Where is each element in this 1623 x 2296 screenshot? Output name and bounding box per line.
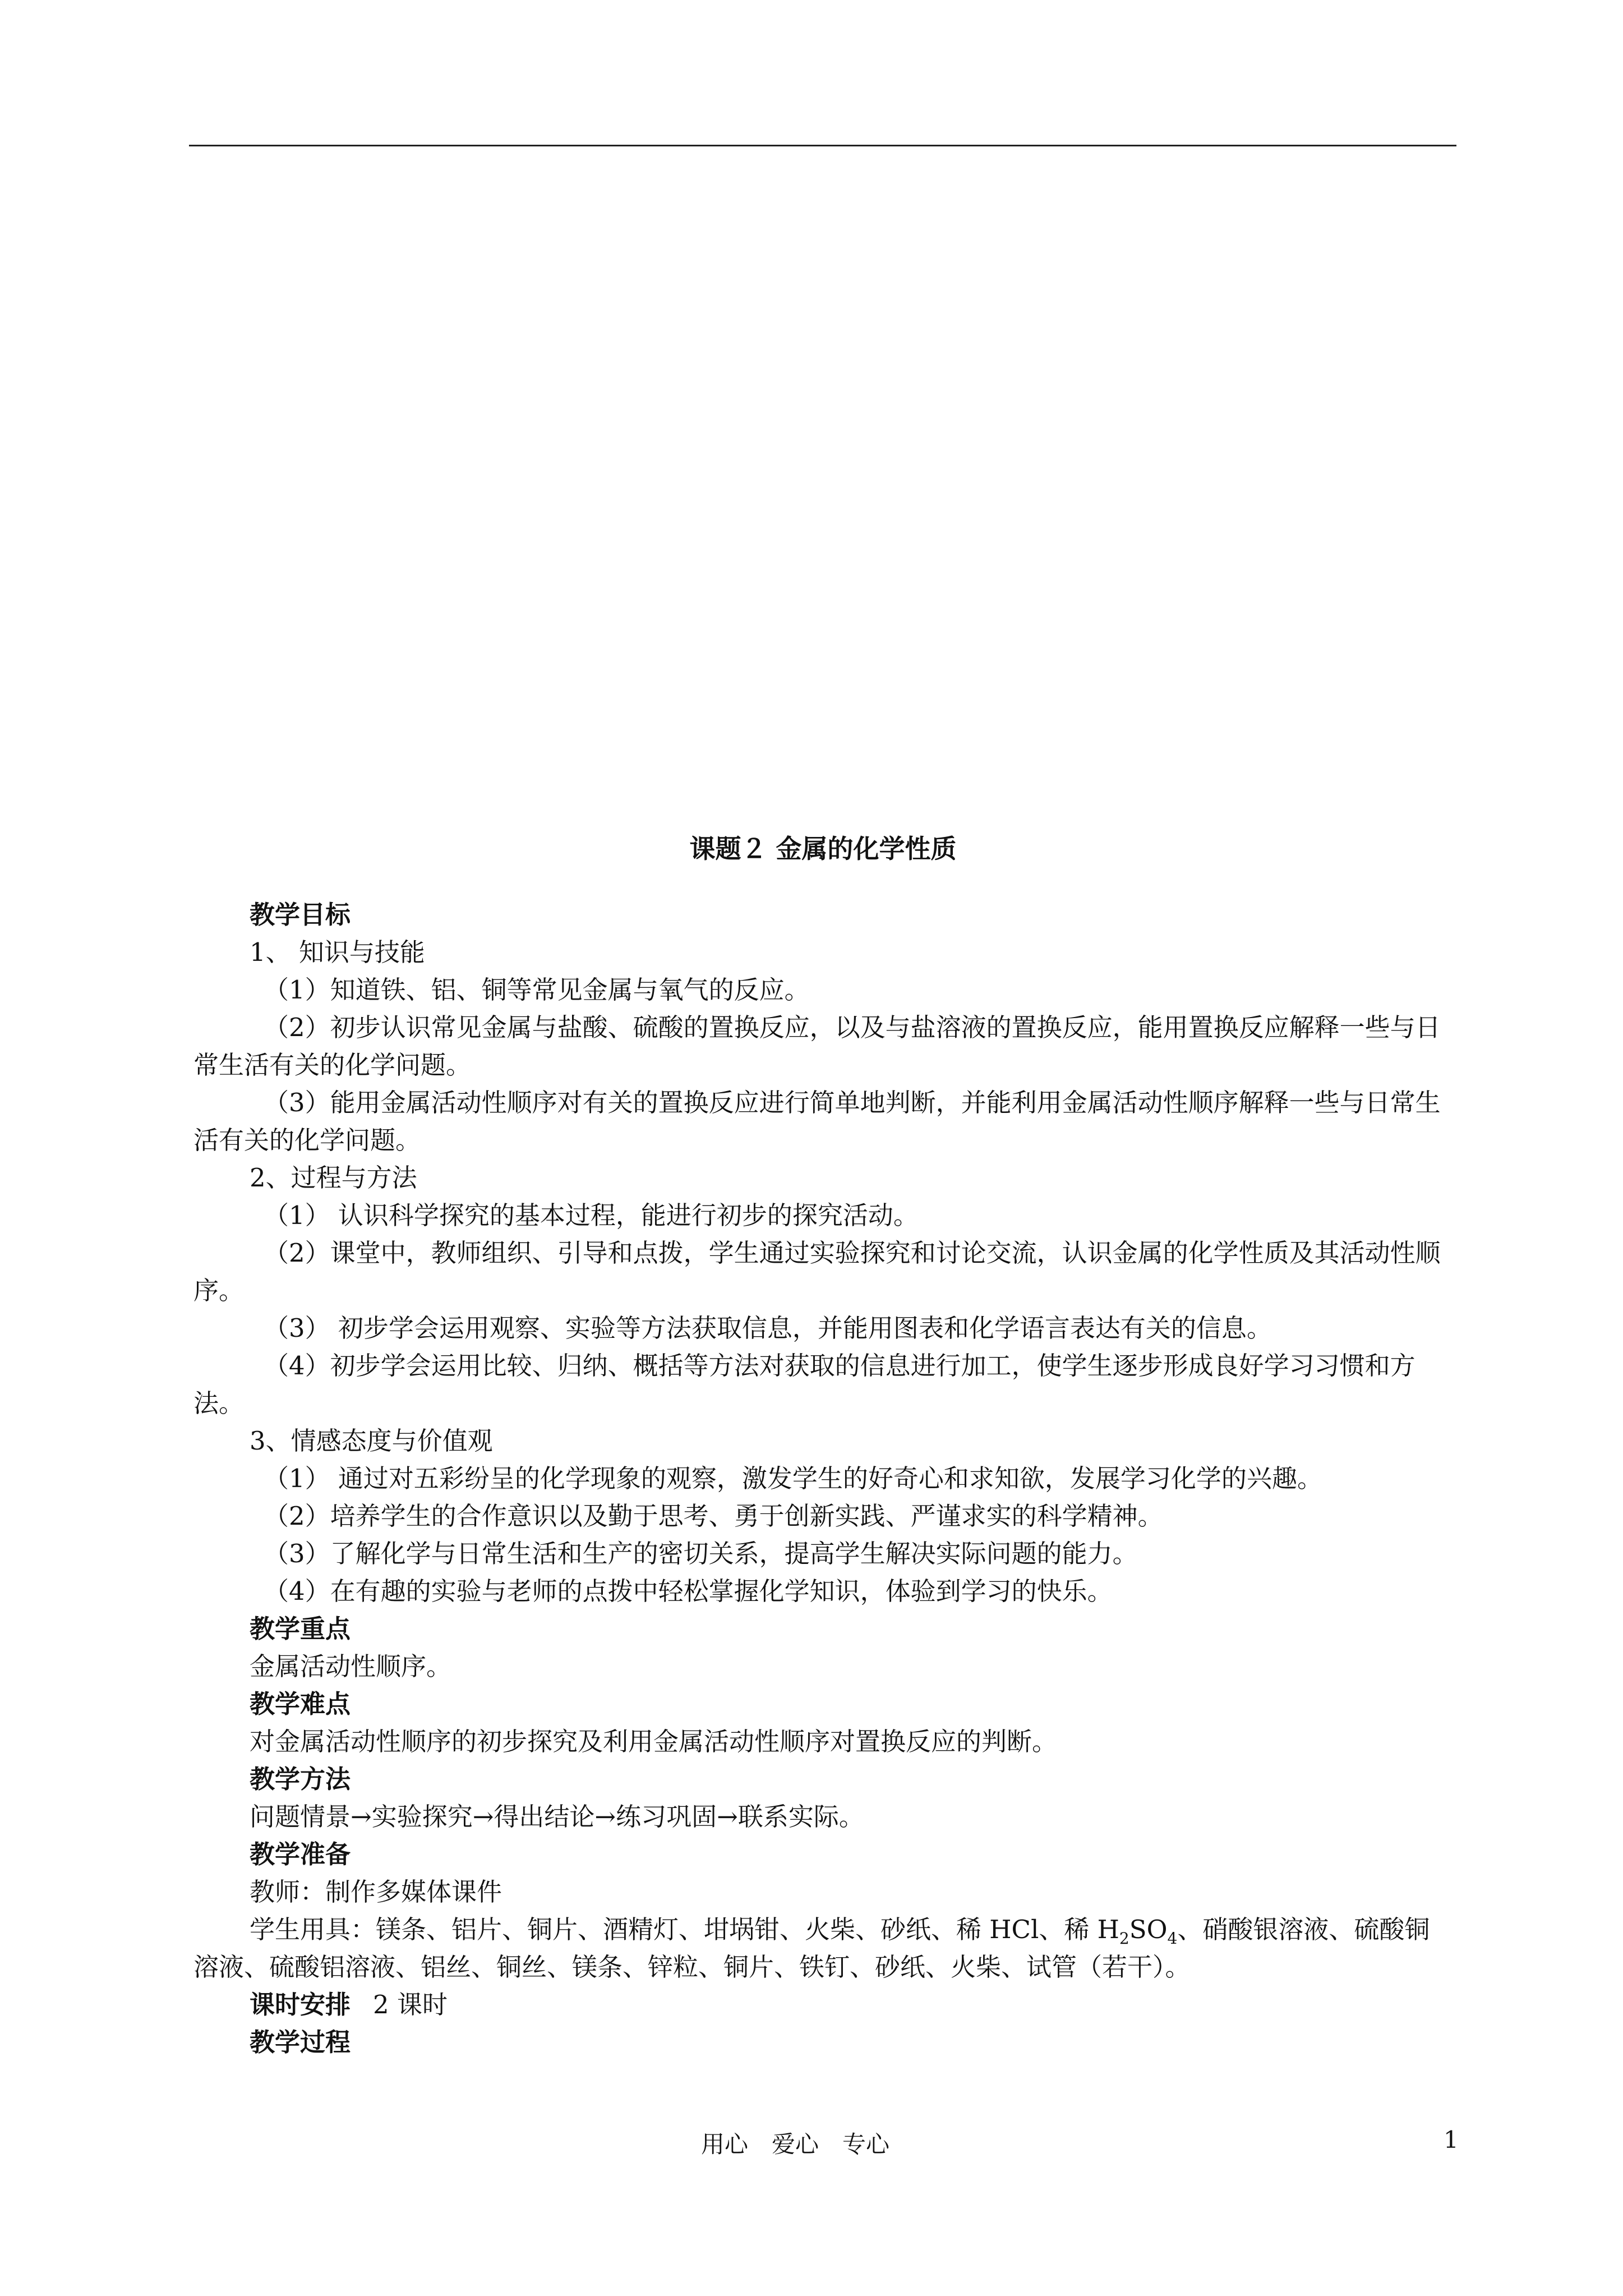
prep-heading: 教学准备 [250,1839,351,1869]
footer-motto: 用心 爱心 专心 [701,2131,890,2158]
prep-student-part-b: SO [1129,1915,1168,1944]
page-title: 课题２ 金属的化学性质 [689,834,957,864]
objectives-heading: 教学目标 [250,900,351,930]
section-3-item: （4）在有趣的实验与老师的点拨中轻松掌握化学知识，体验到学习的快乐。 [264,1576,1113,1606]
method-text: 问题情景→实验探究→得出结论→练习巩固→联系实际。 [250,1802,864,1832]
section-3-item: （2）培养学生的合作意识以及勤于思考、勇于创新实践、严谨求实的科学精神。 [264,1501,1163,1531]
prep-teacher: 教师：制作多媒体课件 [250,1877,502,1907]
section-1-item: （3）能用金属活动性顺序对有关的置换反应进行简单地判断，并能利用金属活动性顺序解释一些与日常生活有关的化学问题。 [193,1088,1441,1155]
process-heading: 教学过程 [250,2027,351,2057]
focus-heading: 教学重点 [250,1614,351,1644]
section-3-heading: 3、情感态度与价值观 [250,1426,493,1456]
section-3-item: （3）了解化学与日常生活和生产的密切关系，提高学生解决实际问题的能力。 [264,1539,1138,1568]
difficulty-heading: 教学难点 [250,1689,351,1719]
method-heading: 教学方法 [250,1764,351,1794]
header-rule [189,145,1456,146]
schedule-line [193,1986,1453,2023]
difficulty-text: 对金属活动性顺序的初步探究及利用金属活动性顺序对置换反应的判断。 [250,1727,1058,1756]
prep-student-part-a: 学生用具：镁条、铝片、铜片、酒精灯、坩埚钳、火柴、砂纸、稀 HCl、稀 H [250,1915,1119,1944]
section-2-item: （4）初步学会运用比较、归纳、概括等方法对获取的信息进行加工，使学生逐步形成良好学习习惯和方法。 [193,1351,1415,1418]
section-2-item: （3） 初步学会运用观察、实验等方法获取信息，并能用图表和化学语言表达有关的信息。 [264,1313,1272,1343]
document-body [193,830,1453,2061]
prep-student-part-c: 、硝酸银溶液、硫酸铜溶液、硫酸铝溶液、铝丝、铜丝、镁条、锌粒、铜片、铁钉、砂纸、火柴、试管（若干）。 [193,1915,1430,1982]
schedule-heading: 课时安排 [250,1990,351,2019]
prep-student-subscript-2: 2 [1119,1929,1129,1948]
section-2-item: （2）课堂中，教师组织、引导和点拨，学生通过实验探究和讨论交流，认识金属的化学性质及其活动性顺序。 [193,1238,1441,1305]
section-1-heading: 1、 知识与技能 [250,937,425,967]
section-1-item: （1）知道铁、铝、铜等常见金属与氧气的反应。 [264,975,810,1005]
section-3-item: （1） 通过对五彩纷呈的化学现象的观察，激发学生的好奇心和求知欲，发展学习化学的兴趣。 [264,1464,1322,1493]
section-1-item: （2）初步认识常见金属与盐酸、硫酸的置换反应，以及与盐溶液的置换反应，能用置换反应解释一些与日常生活有关的化学问题。 [193,1013,1441,1080]
prep-student [193,1911,1453,1986]
section-2-heading: 2、过程与方法 [250,1163,417,1193]
focus-text: 金属活动性顺序。 [250,1651,452,1681]
page-number: 1 [1444,2126,1459,2154]
schedule-text: 2 课时 [373,1990,448,2019]
section-2-item: （1） 认识科学探究的基本过程，能进行初步的探究活动。 [264,1200,919,1230]
prep-student-subscript-4: 4 [1167,1929,1178,1948]
